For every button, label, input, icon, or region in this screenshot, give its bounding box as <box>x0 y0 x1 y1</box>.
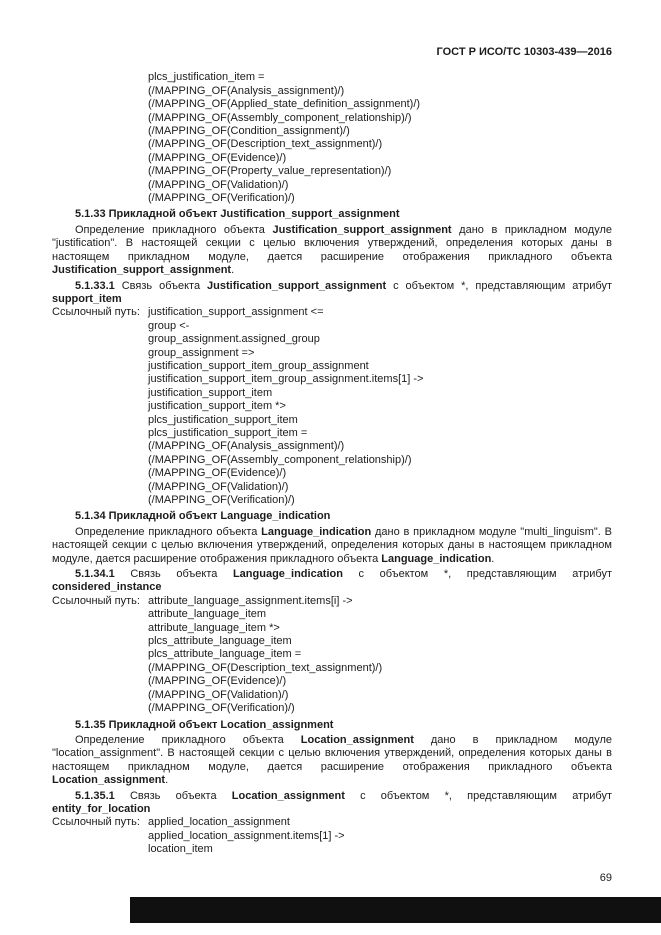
code-line: (/MAPPING_OF(Property_value_representation)/) <box>148 165 392 178</box>
code-line: group <- <box>148 319 190 332</box>
subsection-heading <box>52 790 612 817</box>
code-line: attribute_language_item *> <box>148 621 280 634</box>
text-segment: Language_indication <box>232 568 343 581</box>
page-number: 69 <box>599 871 612 884</box>
text-segment: Location_assignment <box>52 774 166 787</box>
text-segment: с объектом *, представляющим атрибут <box>386 279 612 292</box>
text-segment: Justification_support_assignment <box>207 279 387 292</box>
text-segment: 5.1.35 Прикладной объект Location_assignment <box>75 718 334 731</box>
code-line: attribute_language_item <box>148 608 267 621</box>
section-heading <box>52 510 612 523</box>
paragraph <box>52 224 612 278</box>
text-segment: Определение прикладного объекта <box>75 223 273 236</box>
text-segment: . <box>165 774 169 787</box>
code-line: (/MAPPING_OF(Evidence)/) <box>148 467 287 480</box>
section-heading <box>52 719 612 732</box>
code-line: attribute_language_assignment.items[i] -> <box>148 594 353 607</box>
text-segment: . <box>231 264 235 277</box>
code-line: group_assignment.assigned_group <box>148 333 320 346</box>
text-segment: support_item <box>52 292 122 305</box>
code-line: (/MAPPING_OF(Condition_assignment)/) <box>148 125 350 138</box>
text-segment: Location_assignment <box>231 789 345 802</box>
reference-path-lines <box>148 306 612 507</box>
subsection-heading <box>52 280 612 307</box>
section-heading <box>52 208 612 221</box>
text-segment: Language_indication <box>261 525 372 538</box>
text-segment: . <box>491 552 495 565</box>
code-line: (/MAPPING_OF(Applied_state_definition_assignment)/) <box>148 98 421 111</box>
code-line: plcs_attribute_language_item <box>148 635 292 648</box>
text-segment: 5.1.33.1 <box>75 279 122 292</box>
text-segment: 5.1.33 Прикладной объект Justification_support_assignment <box>75 208 400 221</box>
paragraph <box>52 734 612 788</box>
code-line: (/MAPPING_OF(Validation)/) <box>148 178 289 191</box>
reference-path <box>52 306 612 507</box>
reference-path-lines <box>148 595 612 716</box>
code-line: justification_support_item *> <box>148 400 286 413</box>
code-line: (/MAPPING_OF(Analysis_assignment)/) <box>148 440 345 453</box>
text-segment: 5.1.35.1 <box>75 789 130 802</box>
code-line: plcs_attribute_language_item = <box>148 648 302 661</box>
reference-path-label: Ссылочный путь: <box>52 816 140 829</box>
code-line: (/MAPPING_OF(Evidence)/) <box>148 151 287 164</box>
document-header-standard-number: ГОСТ Р ИСО/ТС 10303-439—2016 <box>436 46 612 58</box>
text-segment: дано в прикладном модуле "multi_linguism". В настоящей секции с целью включения утверждений, определения которых даны в настоящем прикладном модуле, дается расширение отображения прикладного объекта <box>52 525 612 565</box>
reference-path-lines <box>148 816 612 856</box>
code-line: location_item <box>148 843 213 856</box>
code-line: (/MAPPING_OF(Validation)/) <box>148 480 289 493</box>
text-segment: Location_assignment <box>300 733 414 746</box>
code-line: plcs_justification_support_item <box>148 413 298 426</box>
text-segment: Justification_support_assignment <box>52 264 232 277</box>
code-line: (/MAPPING_OF(Verification)/) <box>148 702 295 715</box>
code-line: (/MAPPING_OF(Description_text_assignment)/) <box>148 138 383 151</box>
text-segment: дано в прикладном модуле "justification". В настоящей секции с целью включения утверждений, определения которых даны в настоящем прикладном модуле, дается расширение отображения прикладного объекта <box>52 223 612 263</box>
scan-artifact-bottom <box>130 897 661 923</box>
code-block <box>148 71 612 205</box>
document-body <box>52 71 612 856</box>
paragraph <box>52 526 612 566</box>
code-line: (/MAPPING_OF(Validation)/) <box>148 688 289 701</box>
text-segment: considered_instance <box>52 581 162 594</box>
text-segment: Связь объекта <box>129 789 232 802</box>
reference-path <box>52 595 612 716</box>
code-line: (/MAPPING_OF(Assembly_component_relationship)/) <box>148 453 412 466</box>
text-segment: 5.1.34 Прикладной объект Language_indication <box>75 510 331 523</box>
text-segment: с объектом *, представляющим атрибут <box>344 789 612 802</box>
code-line: justification_support_item_group_assignment.items[1] -> <box>148 373 424 386</box>
text-segment: Language_indication <box>381 552 492 565</box>
code-line: (/MAPPING_OF(Analysis_assignment)/) <box>148 84 345 97</box>
code-line: justification_support_assignment <= <box>148 306 324 319</box>
text-segment: дано в прикладном модуле "location_assignment". В настоящей секции с целью включения утверждений, определения которых даны в настоящем прикладном модуле, дается расширение отображения прикладного объекта <box>52 733 612 773</box>
code-line: group_assignment => <box>148 346 255 359</box>
reference-path-label: Ссылочный путь: <box>52 594 140 607</box>
code-line: plcs_justification_support_item = <box>148 426 308 439</box>
code-line: applied_location_assignment.items[1] -> <box>148 829 345 842</box>
code-line: (/MAPPING_OF(Assembly_component_relationship)/) <box>148 111 412 124</box>
text-segment: 5.1.34.1 <box>75 568 131 581</box>
reference-path-label: Ссылочный путь: <box>52 306 140 319</box>
text-segment: Justification_support_assignment <box>272 223 452 236</box>
code-line: plcs_justification_item = <box>148 71 265 84</box>
reference-path <box>52 816 612 856</box>
text-segment: Определение прикладного объекта <box>75 525 262 538</box>
code-line: (/MAPPING_OF(Verification)/) <box>148 494 295 506</box>
subsection-heading <box>52 568 612 595</box>
code-line: (/MAPPING_OF(Verification)/) <box>148 192 295 205</box>
text-segment: Связь объекта <box>121 279 208 292</box>
text-segment: с объектом *, представляющим атрибут <box>342 568 612 581</box>
text-segment: Связь объекта <box>130 568 233 581</box>
text-segment: entity_for_location <box>52 802 151 815</box>
code-line: (/MAPPING_OF(Description_text_assignment)/) <box>148 661 383 674</box>
text-segment: Определение прикладного объекта <box>75 733 301 746</box>
code-line: justification_support_item <box>148 386 273 399</box>
code-line: justification_support_item_group_assignment <box>148 359 369 372</box>
code-line: (/MAPPING_OF(Evidence)/) <box>148 675 287 688</box>
code-line: applied_location_assignment <box>148 816 290 829</box>
